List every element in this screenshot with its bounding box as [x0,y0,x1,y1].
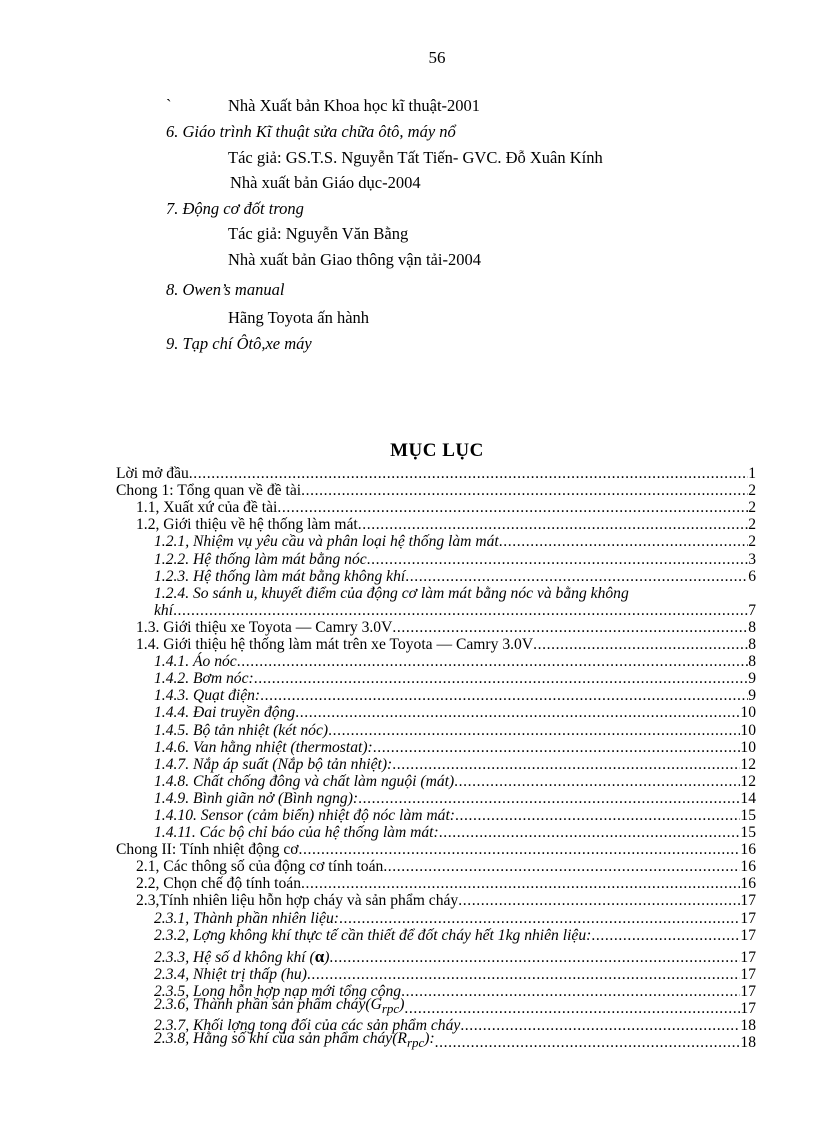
toc-entry [116,875,756,892]
toc-entry [116,966,756,983]
reference-line: Tác giả: GS.T.S. Nguyễn Tất Tiến- GVC. Đỗ Xuân Kính [228,148,603,167]
toc-page: 18 [740,1034,756,1052]
toc-entry [116,1029,756,1052]
toc-page: 8 [748,618,756,636]
toc-entry [116,499,756,516]
toc-label: 1.2, Giới thiệu về hệ thống làm mát [136,516,358,534]
toc-page: 17 [740,892,756,910]
toc-label: 1.4.9. Bình giãn nở (Bình ngng): [154,789,359,807]
toc-label: 1.2.3. Hệ thống làm mát bằng không khí [154,567,406,585]
toc-page: 16 [740,875,756,893]
toc-page: 16 [740,858,756,876]
subscript: rpc [406,1035,425,1051]
toc-entry-continued [116,602,756,619]
reference-line: Nhà xuất bản Giáo dục-2004 [230,173,421,192]
toc-title: MỤC LỤC [390,440,484,461]
toc-page: 2 [748,516,756,534]
toc-page: 17 [740,982,756,1000]
toc-entry [116,858,756,875]
toc-entry [116,841,756,858]
toc-label: 2.3,Tính nhiên liệu hỗn hợp cháy và sản phẩm cháy [136,892,459,910]
toc-label: 2.2, Chọn chế độ tính toán [136,875,302,893]
toc-entry [116,995,756,1017]
toc-entry [116,687,756,704]
toc-page: 12 [740,755,756,773]
toc-entry [116,721,756,738]
toc-label: 1.4.3. Quạt điện: [154,687,261,705]
toc-page: 15 [740,806,756,824]
toc-entry [116,944,756,966]
toc-page: 8 [748,636,756,654]
toc-label: 2.3.2, Lợng không khí thực tế cần thiết để đốt cháy hết 1kg nhiên liệu: [154,926,592,944]
toc-label: 2.3.5, Long hỗn hợp nạp mới tổng cộng [154,982,402,1000]
toc-label: 1.4.2. Bơm nóc: [154,670,254,688]
toc-entry [116,892,756,909]
toc-entry [116,790,756,807]
reference-line: Hãng Toyota ấn hành [228,308,370,327]
toc-entry [116,533,756,550]
toc-page: 2 [748,499,756,517]
toc-entry [116,909,756,926]
toc-page: 15 [740,824,756,842]
toc-label: 1.4.8. Chất chống đông và chất làm nguội (mát) [154,772,455,790]
reference-line: Nhà Xuất bản Khoa học kĩ thuật-2001 [228,96,481,115]
toc-page: 17 [740,948,756,966]
toc-page: 10 [740,738,756,756]
toc-label: 1.4.4. Đai truyền động [154,704,296,722]
subscript: rpc [381,1000,400,1016]
toc-page: 10 [740,721,756,739]
toc-entry [116,585,756,602]
toc-page: 17 [740,926,756,944]
toc-label: 2.3.3, Hệ số d không khí (α) [154,946,330,966]
toc-label: 2.3.1, Thành phần nhiên liệu: [154,909,339,927]
toc-label: 1.2.4. So sánh u, khuyết điểm của động cơ làm mát bằng nóc và bằng không [154,584,629,602]
reference-title: 8. Owen’s manual [166,280,285,299]
toc-page: 10 [740,704,756,722]
toc-page: 7 [748,601,756,619]
toc-label: Chong II: Tính nhiệt động cơ [116,841,299,859]
toc-entry [116,704,756,721]
alpha-symbol: α [314,946,325,966]
toc-page: 9 [748,670,756,688]
toc-entry [116,465,756,482]
toc-entry [116,550,756,567]
toc-page: 17 [740,965,756,983]
toc-entry [116,516,756,533]
toc-label: khí [154,601,174,619]
toc-entry [116,824,756,841]
toc-label: 1.4.6. Van hằng nhiệt (thermostat): [154,738,373,756]
reference-line: Nhà xuất bản Giao thông vận tải-2004 [228,250,481,269]
toc-page: 2 [748,482,756,500]
toc-page: 14 [740,789,756,807]
toc-label: Chong 1: Tổng quan về đề tài [116,482,302,500]
toc-page: 16 [740,841,756,859]
toc-page: 17 [740,999,756,1017]
toc-label: 1.2.1, Nhiệm vụ yêu cầu và phân loại hệ thống làm mát [154,533,499,551]
toc-page: 17 [740,909,756,927]
reference-tick: ` [166,96,172,115]
page-number: 56 [428,48,446,67]
toc-entry [116,653,756,670]
toc-page: 2 [748,533,756,551]
reference-title: 6. Giáo trình Kĩ thuật sửa chữa ôtô, máy nổ [166,122,456,141]
toc-page: 12 [740,772,756,790]
reference-line: Tác giả: Nguyễn Văn Bằng [228,224,409,243]
toc-entry [116,773,756,790]
reference-title: 9. Tạp chí Ôtô,xe máy [166,334,312,353]
toc-label: 2.3.7, Khối lợng tong đối của các sản phẩm cháy [154,1017,461,1034]
toc-label: 2.3.6, Thành phần sản phẩm $cháy(G_{rpc})$ [154,995,405,1016]
reference-title: 7. Động cơ đốt trong [166,199,304,218]
toc-page: 8 [748,653,756,671]
toc-label: 2.1, Các thông số của động cơ tính toán [136,858,384,876]
toc-entry [116,636,756,653]
toc-page: 18 [740,1017,756,1034]
toc-label: 1.4.5. Bộ tản nhiệt (két nóc) [154,721,329,739]
toc-label: 1.4.7. Nắp áp suất (Nắp bộ tản nhiệt): [154,755,393,773]
toc-label: 1.4.10. Sensor (cảm biến) nhiệt độ nóc làm mát: [154,806,455,824]
toc-label: 2.3.4, Nhiệt trị thấp (hu) [154,965,307,983]
toc-entry [116,670,756,687]
toc-label: 1.4. Giới thiệu hệ thống làm mát trên xe Toyota — Camry 3.0V [136,636,534,654]
toc-label: 1.1, Xuất xứ của đề tài [136,499,278,517]
toc-label: 2.3.8, Hằng số khí của sản phẩm $cháy(R_{rpc})$: [154,1029,435,1051]
toc-entry [116,619,756,636]
toc-label: 1.3. Giới thiệu xe Toyota — Camry 3.0V [136,618,393,636]
toc-entry [116,927,756,944]
toc-label: 1.4.1. Áo nóc [154,653,237,671]
toc-entry [116,807,756,824]
toc-page: 3 [748,550,756,568]
toc-label: 1.4.11. Các bộ chỉ báo của hệ thống làm mát: [154,824,439,842]
toc-entry [116,756,756,773]
toc-page: 6 [748,567,756,585]
toc-page: 1 [748,465,756,483]
table-of-contents [116,465,756,1051]
toc-entry [116,739,756,756]
toc-entry [116,568,756,585]
toc-label: Lời mở đầu [116,465,189,483]
toc-entry [116,482,756,499]
toc-label: 1.2.2. Hệ thống làm mát bằng nóc [154,550,367,568]
toc-page: 9 [748,687,756,705]
